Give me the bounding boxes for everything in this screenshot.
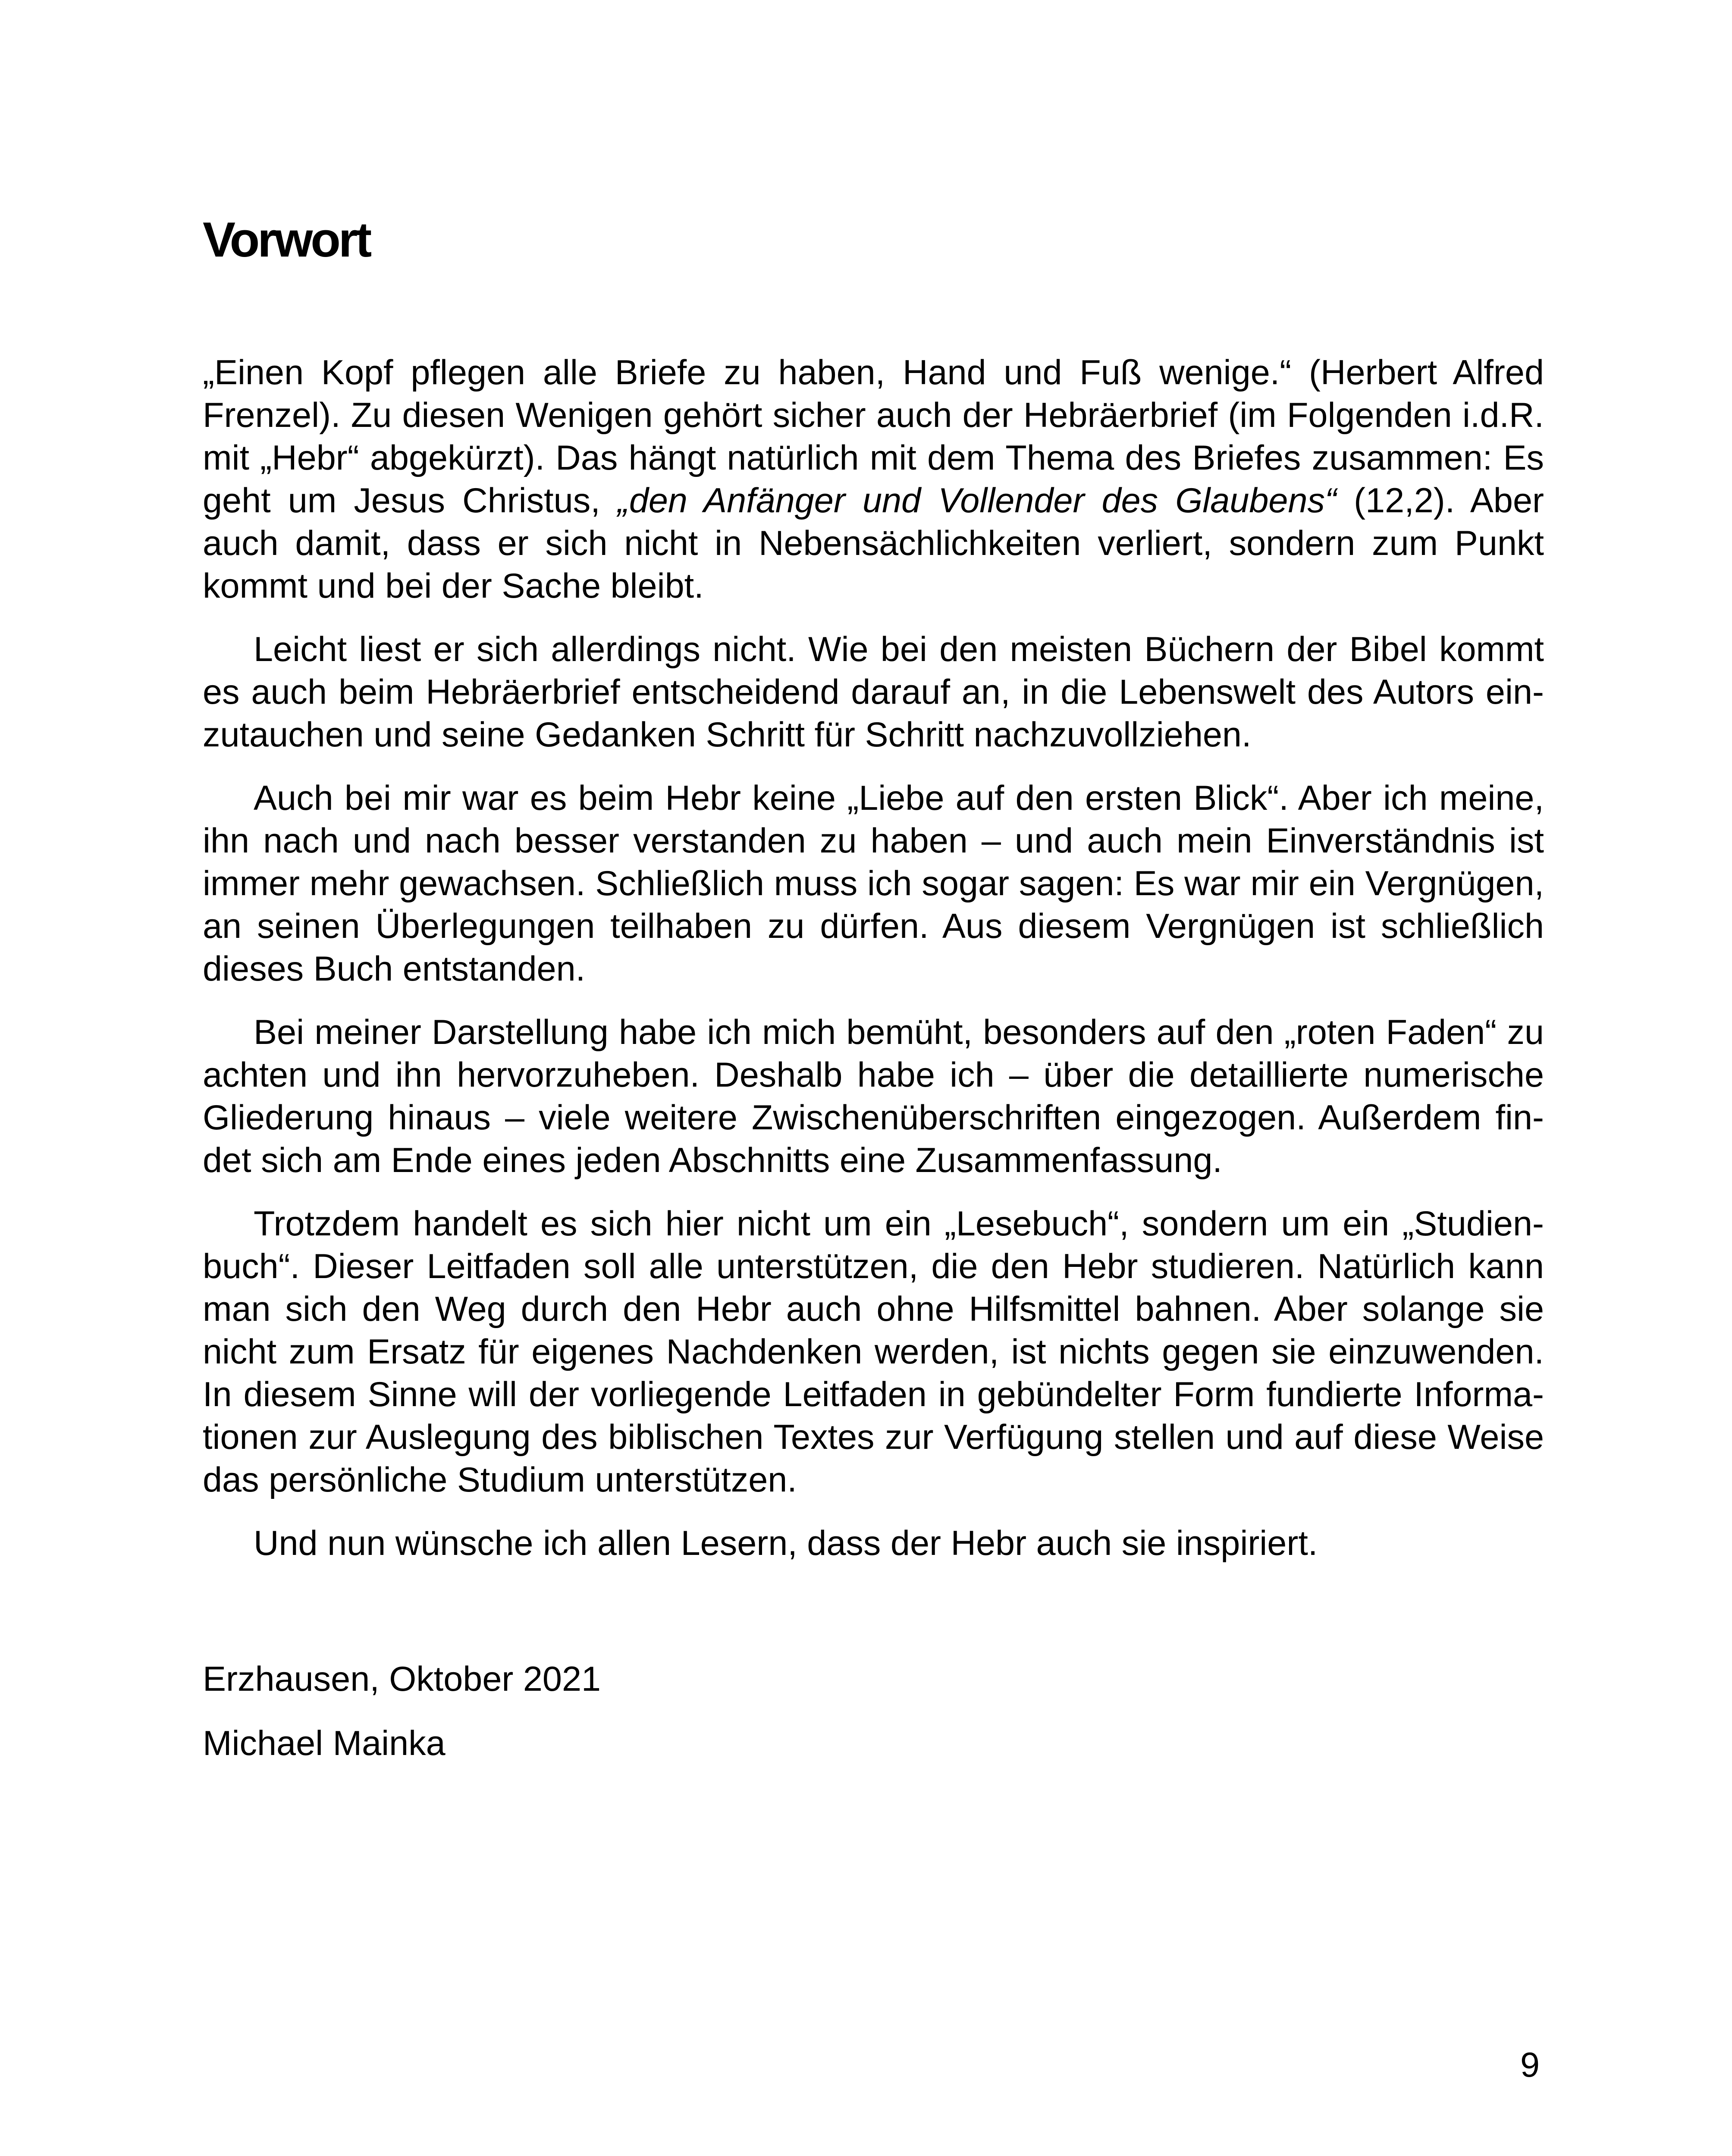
paragraph-3: Auch bei mir war es beim Hebr keine „Liebe auf den ersten Blick“. Aber ich meine, ihn nach und nach besser verstanden zu haben – und auch mein Einverständnis ist immer mehr gewachsen. Schließlich muss ich sogar sagen: Es war mir ein Vergnügen, an seinen Überlegungen teilhaben zu dürfen. Aus diesem Vergnügen ist schließlich dieses Buch entstanden. (203, 779, 1544, 988)
paragraph-1-text: „Einen Kopf pflegen alle Briefe zu haben, Hand und Fuß wenige.“ (Herbert Alfred Frenzel). Zu diesen Wenigen gehört sicher auch der Hebräerbrief (im Folgenden i.d.R. mit „Hebr“ abgekürzt). Das hängt natürlich mit dem Thema des Briefes zusammen: Es geht um Jesus Christus, (203, 353, 1544, 520)
paragraph-1-text-end: (12,2). Aber auch damit, dass er sich nicht in Nebensächlichkeiten verliert, sondern zum Punkt kommt und bei der Sache bleibt. (203, 481, 1544, 605)
paragraph-5: Trotzdem handelt es sich hier nicht um ein „Lesebuch“, sondern um ein „Studienbuch“. Dieser Leitfaden soll alle unterstützen, die den Hebr studieren. Natürlich kann man sich den Weg durch den Hebr auch ohne Hilfsmittel bahnen. Aber solange sie nicht zum Ersatz für eigenes Nachdenken werden, ist nichts gegen sie einzuwenden. In diesem Sinne will der vorliegende Leitfaden in gebündelter Form fundierte Informationen zur Auslegung des biblischen Textes zur Verfügung stellen und auf diese Weise das persönliche Studium unterstützen. (203, 1204, 1544, 1499)
closing-block (203, 1658, 1544, 1786)
paragraph-1 (203, 351, 1544, 608)
bible-quote: „den Anfänger und Vollender des Glaubens“ (617, 481, 1337, 520)
author-name: Michael Mainka (203, 1724, 446, 1763)
page-number: 9 (1520, 2046, 1540, 2084)
place-date: Erzhausen, Oktober 2021 (203, 1660, 601, 1698)
paragraph-4: Bei meiner Darstellung habe ich mich bemüht, besonders auf den „roten Faden“ zu achten und ihn hervorzuheben. Deshalb habe ich – über die detaillierte numerische Gliederung hinaus – viele weitere Zwischenüberschriften eingezogen. Außerdem findet sich am Ende eines jeden Abschnitts eine Zusammenfassung. (203, 1013, 1544, 1180)
paragraph-2: Leicht liest er sich allerdings nicht. Wie bei den meisten Büchern der Bibel kommt es auch beim Hebräerbrief entscheidend darauf an, in die Lebenswelt des Autors einzutauchen und seine Gedanken Schritt für Schritt nachzuvollziehen. (203, 630, 1544, 754)
page-title: Vorwort (203, 213, 370, 267)
body-text (203, 351, 1544, 1565)
paragraph-6: Und nun wünsche ich allen Lesern, dass der Hebr auch sie inspiriert. (254, 1524, 1318, 1563)
